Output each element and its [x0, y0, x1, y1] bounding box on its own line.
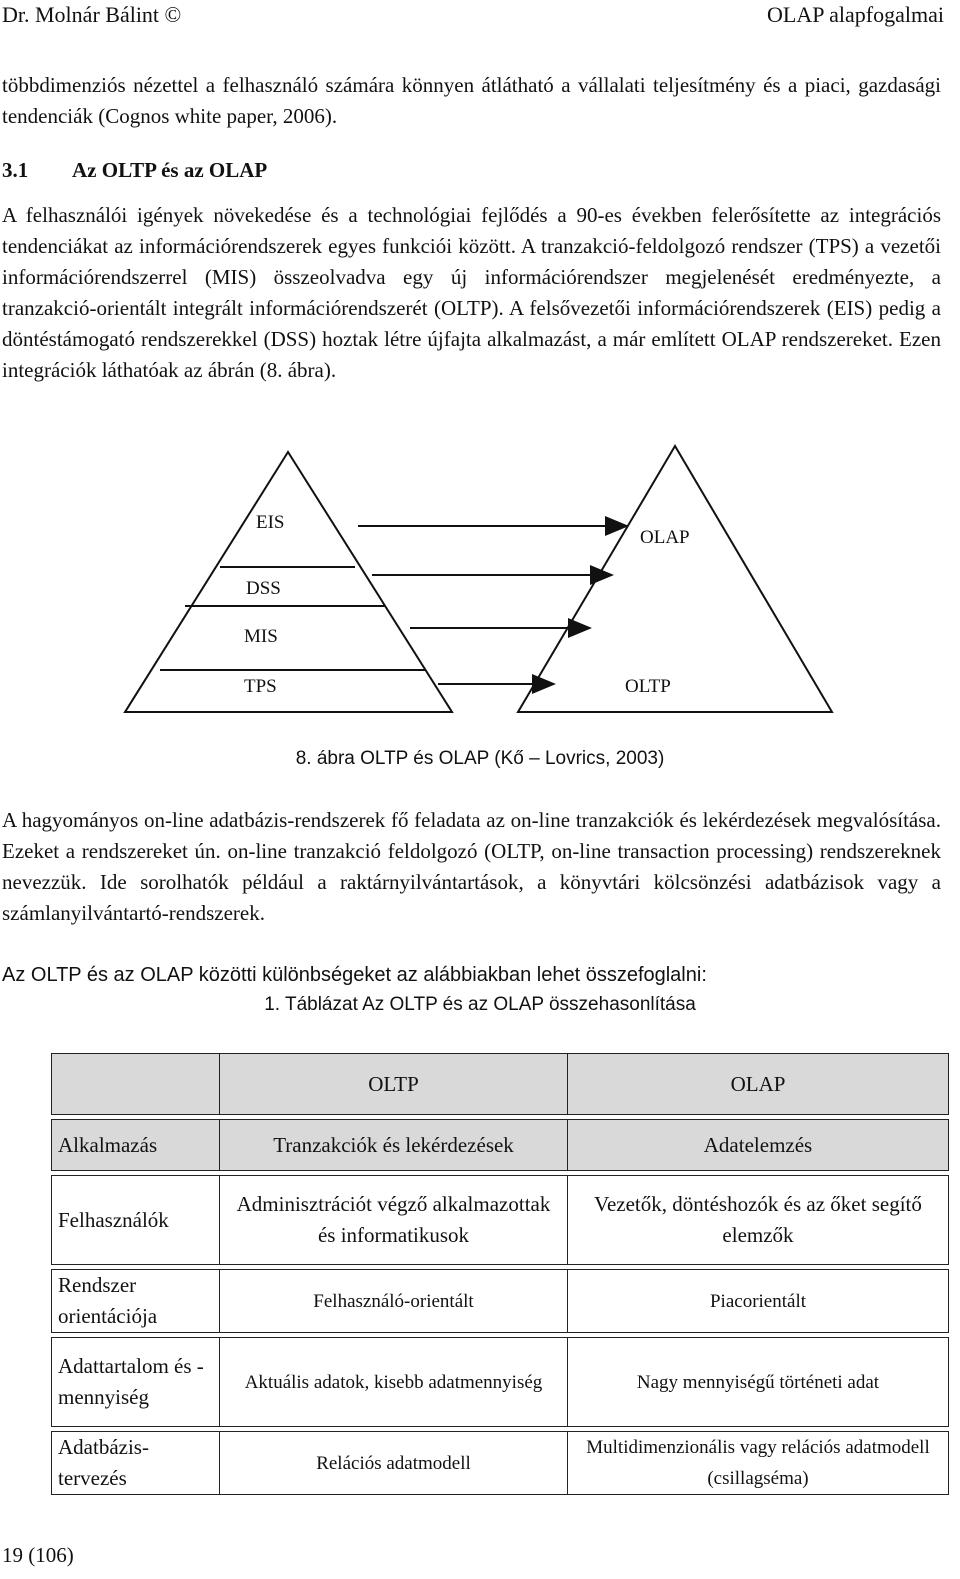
- figure-caption: 8. ábra OLTP és OLAP (Kő – Lovrics, 2003): [295, 748, 665, 769]
- table-row: [51, 1119, 949, 1171]
- left-pyramid: [125, 452, 452, 712]
- header-title: OLAP alapfogalmai: [767, 2, 944, 27]
- cell-olap: Vezetők, döntéshozók és az őket segítő elemzők: [567, 1175, 949, 1265]
- label-tps: TPS: [244, 676, 277, 697]
- right-pyramid: [518, 446, 832, 712]
- row-label: Rendszer orientációja: [51, 1269, 219, 1333]
- cell-olap: Nagy mennyiségű történeti adat: [567, 1337, 949, 1427]
- section-title: Az OLTP és az OLAP: [72, 158, 268, 182]
- row-label: Adattartalom és - mennyiség: [51, 1337, 219, 1427]
- cell-oltp: Tranzakciók és lekérdezések: [219, 1119, 567, 1171]
- table-caption: 1. Táblázat Az OLTP és az OLAP összehasonlítása: [264, 994, 696, 1015]
- figure-diagram: [0, 430, 960, 750]
- label-oltp: OLTP: [625, 676, 671, 697]
- label-dss: DSS: [246, 578, 281, 599]
- table-row: [51, 1431, 949, 1495]
- page-number: 19 (106): [2, 1543, 74, 1567]
- table-header-oltp: OLTP: [219, 1053, 567, 1115]
- paragraph-summary-intro: Az OLTP és az OLAP közötti különbségeket az alábbiakban lehet összefoglalni:: [2, 964, 707, 986]
- page-header: [0, 0, 960, 40]
- label-mis: MIS: [244, 626, 278, 647]
- cell-oltp: Felhasználó-orientált: [219, 1269, 567, 1333]
- figure-oltp-olap: [0, 430, 960, 750]
- row-label: Felhasználók: [51, 1175, 219, 1265]
- section-heading: [2, 158, 267, 183]
- table-row: [51, 1269, 949, 1333]
- paragraph-oltp-definition: A hagyományos on-line adatbázis-rendszerek fő feladata az on-line tranzakciók és lekérdezések megvalósítása. Ezeket a rendszereket ún. on-line tranzakció feldolgozó (OLTP, on-line transaction processing) rendszereknek nevezzük. Ide sorolhatók például a raktárnyilvántartások, a könyvtári kölcsönzési adatbázisok vagy a számlanyilvántartó-rendszerek.: [2, 808, 941, 925]
- comparison-table: [51, 1049, 949, 1499]
- paragraph-integration: A felhasználói igények növekedése és a technológiai fejlődés a 90-es években felerősítette az integrációs tendenciákat az információrendszerek egyes funkciói között. A tranzakció-feldolgozó rendszer (TPS) a vezetői információrendszerrel (MIS) összeolvadva egy új információrendszer megjelenését eredményezte, a tranzakció-orientált integrált információrendszerét (OLTP). A felsővezetői információrendszerek (EIS) pedig a döntéstámogató rendszerekkel (DSS) hoztak létre újfajta alkalmazást, a már említett OLAP rendszereket. Ezen integrációk láthatóak az ábrán (8. ábra).: [2, 203, 941, 382]
- table-header-empty: [51, 1053, 219, 1115]
- table-header-olap: OLAP: [567, 1053, 949, 1115]
- cell-oltp: Relációs adatmodell: [219, 1431, 567, 1495]
- section-number: 3.1: [2, 158, 29, 182]
- row-label: Alkalmazás: [51, 1119, 219, 1171]
- cell-olap: Multidimenzionális vagy relációs adatmodell (csillagséma): [567, 1431, 949, 1495]
- table-row: [51, 1337, 949, 1427]
- label-olap: OLAP: [640, 527, 690, 548]
- label-eis: EIS: [256, 512, 285, 533]
- cell-olap: Adatelemzés: [567, 1119, 949, 1171]
- cell-oltp: Adminisztrációt végző alkalmazottak és informatikusok: [219, 1175, 567, 1265]
- cell-oltp: Aktuális adatok, kisebb adatmennyiség: [219, 1337, 567, 1427]
- header-author: Dr. Molnár Bálint ©: [2, 2, 182, 27]
- table-header-row: [51, 1053, 949, 1115]
- paragraph-intro: többdimenziós nézettel a felhasználó számára könnyen átlátható a vállalati teljesítmény és a piaci, gazdasági tendenciák (Cognos white paper, 2006).: [2, 73, 941, 128]
- table-row: [51, 1175, 949, 1265]
- row-label: Adatbázis-tervezés: [51, 1431, 219, 1495]
- cell-olap: Piacorientált: [567, 1269, 949, 1333]
